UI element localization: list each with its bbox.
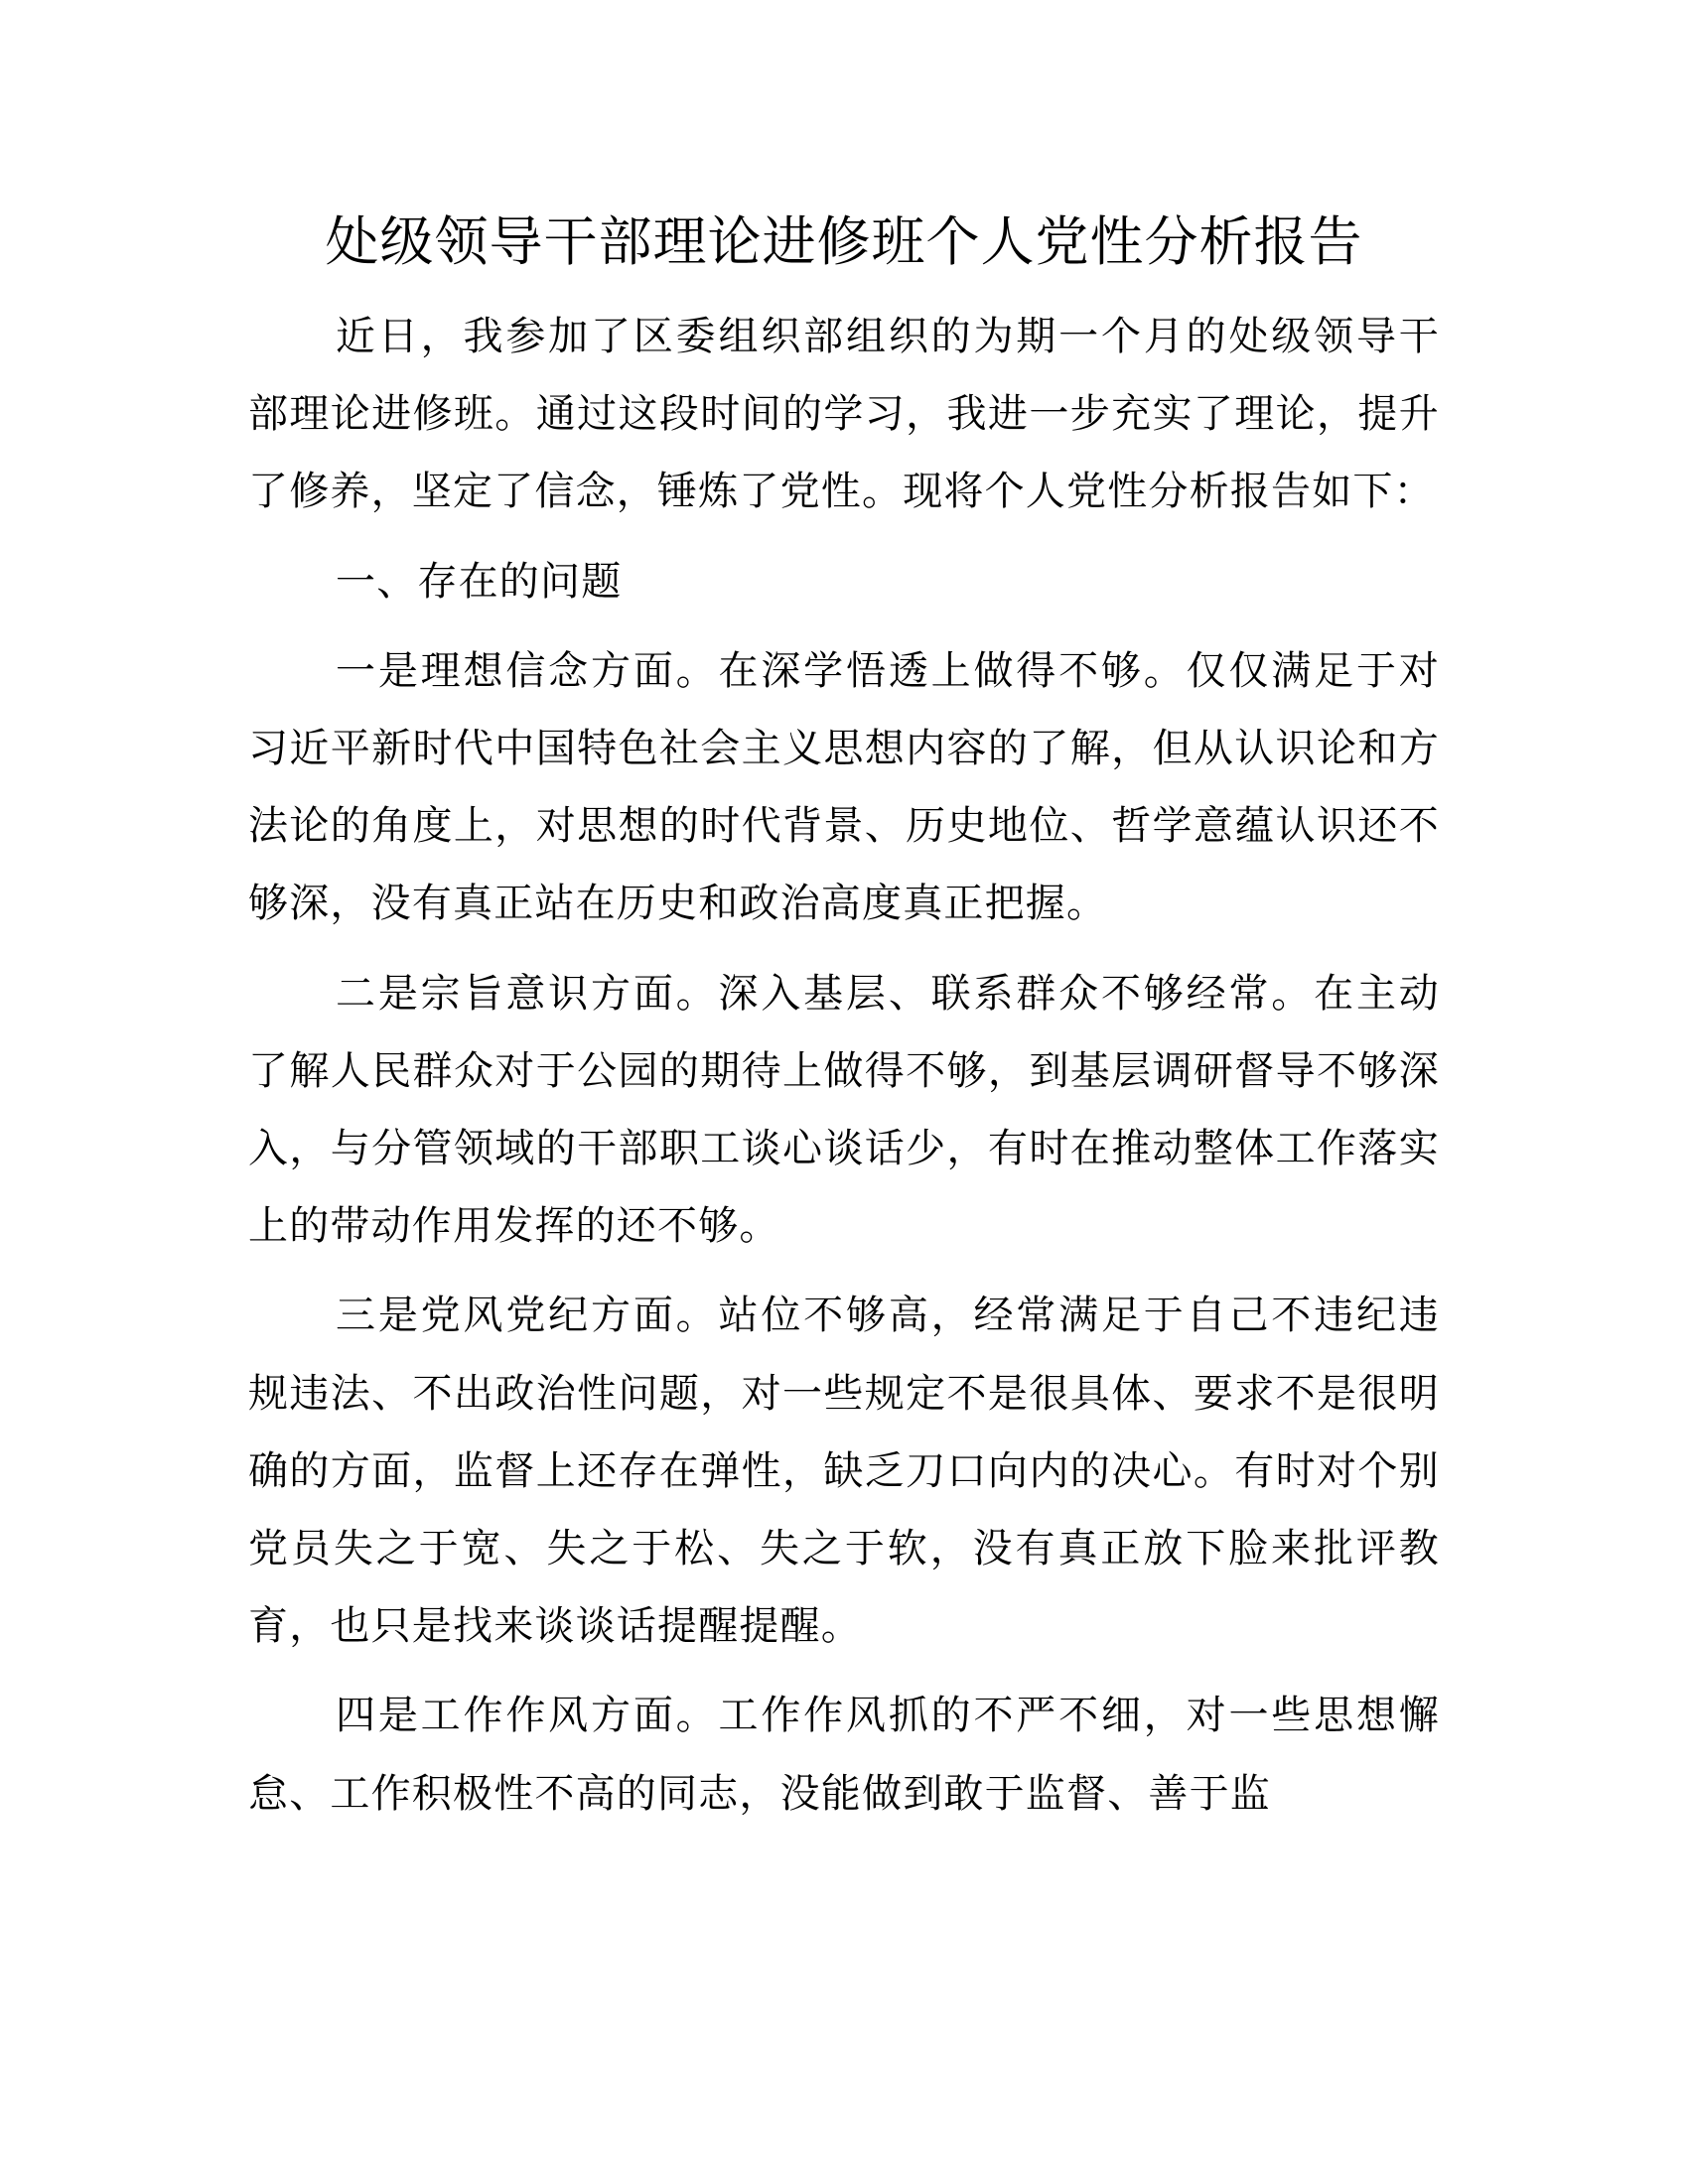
paragraph-ideals: 一是理想信念方面。在深学悟透上做得不够。仅仅满足于对习近平新时代中国特色社会主义思想内容的了解，但从认识论和方法论的角度上，对思想的时代背景、历史地位、哲学意蕴认识还不够深，没有真正站在历史和政治高度真正把握。 <box>248 647 1440 927</box>
document-body <box>248 298 1440 1833</box>
section-heading: 一、存在的问题 <box>336 558 623 605</box>
paragraph-purpose: 二是宗旨意识方面。深入基层、联系群众不够经常。在主动了解人民群众对于公园的期待上做得不够，到基层调研督导不够深入，与分管领域的干部职工谈心谈话少，有时在推动整体工作落实上的带动作用发挥的还不够。 <box>248 970 1440 1250</box>
document-title: 处级领导干部理论进修班个人党性分析报告 <box>325 210 1363 273</box>
paragraph-work-style: 四是工作作风方面。工作作风抓的不严不细，对一些思想懈怠、工作积极性不高的同志，没能做到敢于监督、善于监 <box>248 1693 1440 1817</box>
paragraph-discipline: 三是党风党纪方面。站位不够高，经常满足于自己不违纪违规违法、不出政治性问题，对一些规定不是很具体、要求不是很明确的方面，监督上还存在弹性，缺乏刀口向内的决心。有时对个别党员失之于宽、失之于松、失之于软，没有真正放下脸来批评教育，也只是找来谈谈话提醒提醒。 <box>248 1293 1440 1650</box>
intro-paragraph: 近日，我参加了区委组织部组织的为期一个月的处级领导干部理论进修班。通过这段时间的学习，我进一步充实了理论，提升了修养，坚定了信念，锤炼了党性。现将个人党性分析报告如下： <box>248 314 1440 515</box>
